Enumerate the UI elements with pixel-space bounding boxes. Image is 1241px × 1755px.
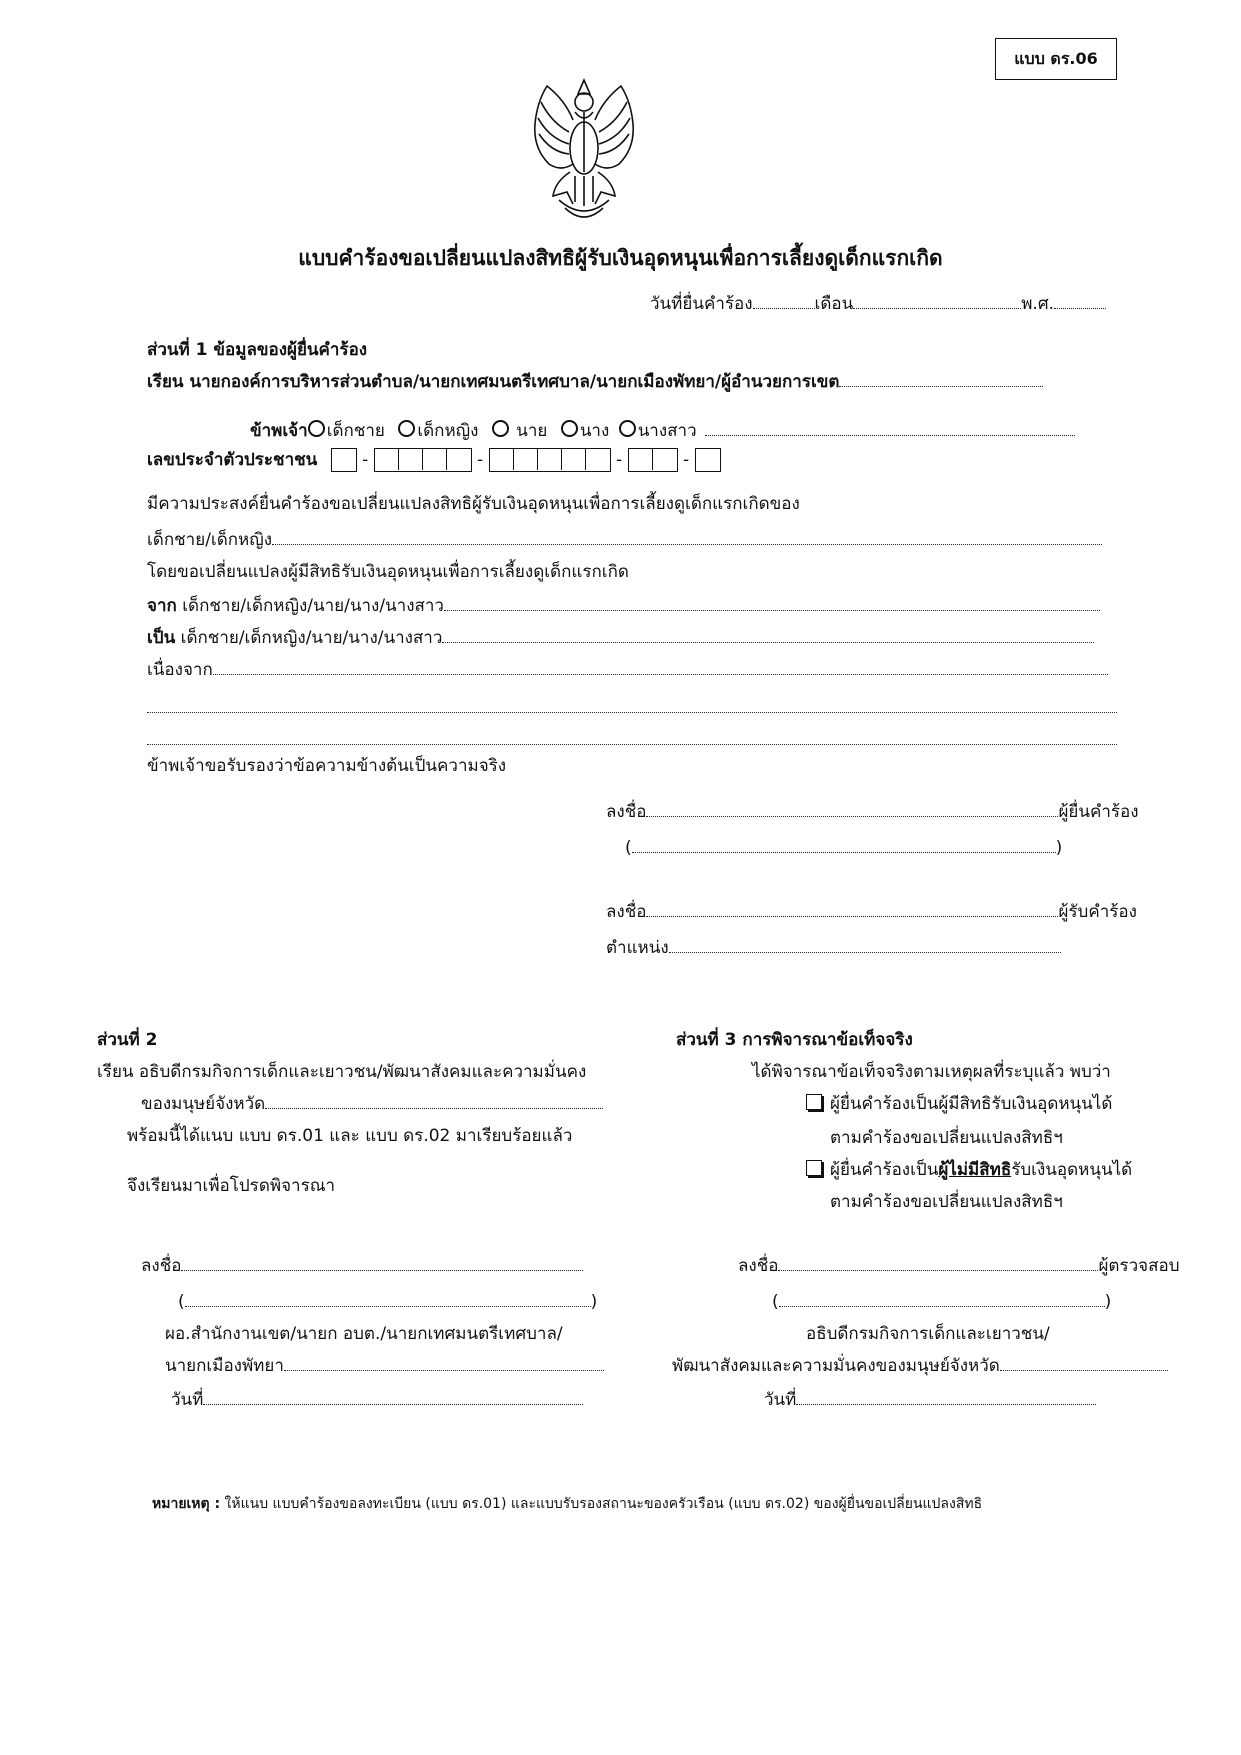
eligible-label: ผู้ยื่นคำร้องเป็นผู้มีสิทธิรับเงินอุดหนุนได้ xyxy=(830,1094,1113,1114)
title-mrs: นาง xyxy=(579,421,610,441)
because-line-2 xyxy=(147,698,1117,718)
title-mr: นาย xyxy=(510,421,548,441)
child-label: เด็กชาย/เด็กหญิง xyxy=(147,530,273,550)
paren-open: ( xyxy=(178,1292,185,1312)
part2-request: จึงเรียนมาเพื่อโปรดพิจารณา xyxy=(127,1176,336,1196)
year-label: พ.ศ. xyxy=(1021,294,1055,314)
receiver-position-field[interactable] xyxy=(669,951,1061,953)
part3-sign-line xyxy=(738,1256,1179,1276)
inspector-sign-field[interactable] xyxy=(778,1269,1098,1271)
id-group-4[interactable] xyxy=(628,448,678,472)
not-eligible-checkbox[interactable] xyxy=(806,1160,822,1176)
part3-province-field[interactable] xyxy=(1000,1369,1168,1371)
date-label: วันที่ xyxy=(171,1390,204,1410)
change-text: โดยขอเปลี่ยนแปลงผู้มีสิทธิรับเงินอุดหนุนเพื่อการเลี้ยงดูเด็กแรกเกิด xyxy=(147,562,629,582)
month-field[interactable] xyxy=(853,307,1021,309)
because-line xyxy=(147,660,1108,680)
certify-text: ข้าพเจ้าขอรับรองว่าข้อความข้างต้นเป็นความจริง xyxy=(147,756,507,776)
part3-position-2-line xyxy=(672,1356,1168,1376)
sign-label: ลงชื่อ xyxy=(738,1256,779,1276)
position-label: ตำแหน่ง xyxy=(606,938,669,958)
note-text: ให้แนบ แบบคำร้องขอลงทะเบียน (แบบ ดร.01) และแบบรับรองสถานะของครัวเรือน (แบบ ดร.02) ของผู้ยื่นขอเปลี่ยนแปลงสิทธิ xyxy=(220,1496,983,1512)
title-girl: เด็กหญิง xyxy=(417,421,479,441)
id-group-5[interactable] xyxy=(695,448,721,472)
to-title-options: เด็กชาย/เด็กหญิง/นาย/นาง/นางสาว xyxy=(175,628,443,648)
eligible-checkbox[interactable] xyxy=(806,1094,822,1110)
part3-option-1-b: ตามคำร้องขอเปลี่ยนแปลงสิทธิฯ xyxy=(830,1128,1063,1148)
radio-mr[interactable] xyxy=(492,420,509,437)
from-label: จาก xyxy=(147,596,177,616)
not-eligible-emphasis: ผู้ไม่มีสิทธิ xyxy=(938,1160,1012,1180)
applicant-title-line xyxy=(250,420,1075,441)
radio-miss[interactable] xyxy=(619,420,636,437)
province-field[interactable] xyxy=(265,1107,603,1109)
part3-option-2-b: ตามคำร้องขอเปลี่ยนแปลงสิทธิฯ xyxy=(830,1192,1063,1212)
part1-to-line xyxy=(147,372,1043,392)
part3-date-field[interactable] xyxy=(796,1403,1096,1405)
because-field-2[interactable] xyxy=(147,711,1117,713)
part2-name-paren xyxy=(178,1292,597,1312)
part3-date-line xyxy=(764,1390,1096,1410)
part2-position-2-line xyxy=(165,1356,604,1376)
i-label: ข้าพเจ้า xyxy=(250,421,308,441)
paren-close: ) xyxy=(1055,838,1063,858)
radio-girl[interactable] xyxy=(398,420,415,437)
because-field-3[interactable] xyxy=(147,743,1117,745)
from-title-options: เด็กชาย/เด็กหญิง/นาย/นาง/นางสาว xyxy=(176,596,444,616)
because-label: เนื่องจาก xyxy=(147,660,213,680)
title-boy: เด็กชาย xyxy=(326,421,385,441)
receiver-position-line xyxy=(606,938,1061,958)
title-miss: นางสาว xyxy=(637,421,697,441)
part2-sign-line xyxy=(141,1256,583,1276)
applicant-name-paren xyxy=(625,838,1062,858)
form-code-box xyxy=(995,38,1117,80)
paren-open: ( xyxy=(625,838,632,858)
year-field[interactable] xyxy=(1054,307,1106,309)
id-group-3[interactable] xyxy=(489,448,611,472)
from-name-field[interactable] xyxy=(444,609,1100,611)
part2-to-2: ของมนุษย์จังหวัด xyxy=(141,1094,266,1114)
part2-heading: ส่วนที่ 2 xyxy=(97,1030,158,1050)
part3-heading: ส่วนที่ 3 การพิจารณาข้อเท็จจริง xyxy=(676,1030,913,1050)
part3-option-2 xyxy=(806,1160,1132,1180)
radio-boy[interactable] xyxy=(308,420,325,437)
part1-heading: ส่วนที่ 1 ข้อมูลของผู้ยื่นคำร้อง xyxy=(147,340,368,360)
to-label: เป็น xyxy=(147,628,176,648)
paren-open: ( xyxy=(772,1292,779,1312)
because-field[interactable] xyxy=(213,673,1108,675)
purpose-text: มีความประสงค์ยื่นคำร้องขอเปลี่ยนแปลงสิทธิผู้รับเงินอุดหนุนเพื่อการเลี้ยงดูเด็กแรกเกิดของ xyxy=(147,494,800,514)
inspector-label: ผู้ตรวจสอบ xyxy=(1098,1256,1180,1276)
applicant-sign-field[interactable] xyxy=(646,815,1058,817)
id-group-2[interactable] xyxy=(374,448,472,472)
part2-to-2-line xyxy=(141,1094,603,1114)
id-number-line: เลขประจำตัวประชาชน - - - - xyxy=(147,448,721,472)
child-line xyxy=(147,530,1102,550)
footnote xyxy=(152,1496,982,1513)
day-field[interactable] xyxy=(753,307,815,309)
form-code: แบบ ดร.06 xyxy=(1014,49,1098,69)
note-label: หมายเหตุ : xyxy=(152,1496,221,1512)
applicant-printed-name-field[interactable] xyxy=(632,851,1056,853)
filing-date-label: วันที่ยื่นคำร้อง xyxy=(650,294,753,314)
from-line xyxy=(147,596,1100,616)
sign-label: ลงชื่อ xyxy=(141,1256,182,1276)
id-group-1[interactable] xyxy=(331,448,357,472)
part2-position-2: นายกเมืองพัทยา xyxy=(165,1356,284,1376)
month-label: เดือน xyxy=(814,294,854,314)
sign-label: ลงชื่อ xyxy=(606,902,647,922)
date-label: วันที่ xyxy=(764,1390,797,1410)
part2-sign-field[interactable] xyxy=(181,1269,583,1271)
part2-position-1: ผอ.สำนักงานเขต/นายก อบต./นายกเทศมนตรีเทศบาล/ xyxy=(165,1324,563,1344)
district-field[interactable] xyxy=(839,385,1043,387)
part3-position-2: พัฒนาสังคมและความมั่นคงของมนุษย์จังหวัด xyxy=(672,1356,1000,1376)
because-line-3 xyxy=(147,730,1117,750)
part3-name-paren xyxy=(772,1292,1111,1312)
inspector-printed-name-field[interactable] xyxy=(779,1305,1105,1307)
paren-close: ) xyxy=(590,1292,598,1312)
receiver-label: ผู้รับคำร้อง xyxy=(1058,902,1137,922)
part2-date-line xyxy=(171,1390,583,1410)
part3-option-1 xyxy=(806,1094,1112,1114)
part2-city-field[interactable] xyxy=(284,1369,604,1371)
not-eligible-label-1: ผู้ยื่นคำร้องเป็น xyxy=(830,1160,939,1180)
applicant-label: ผู้ยื่นคำร้อง xyxy=(1058,802,1139,822)
part2-date-field[interactable] xyxy=(203,1403,583,1405)
paren-close: ) xyxy=(1104,1292,1112,1312)
part1-to: เรียน นายกองค์การบริหารส่วนตำบล/นายกเทศมนตรีเทศบาล/นายกเมืองพัทยา/ผู้อำนวยการเขต xyxy=(147,372,840,392)
part2-printed-name-field[interactable] xyxy=(185,1305,591,1307)
applicant-sign-line xyxy=(606,802,1139,822)
not-eligible-label-2: รับเงินอุดหนุนได้ xyxy=(1011,1160,1133,1180)
receiver-sign-line xyxy=(606,902,1137,922)
id-label: เลขประจำตัวประชาชน xyxy=(147,450,318,470)
filing-date-line xyxy=(650,294,1106,314)
child-name-field[interactable] xyxy=(272,543,1102,545)
radio-mrs[interactable] xyxy=(561,420,578,437)
receiver-sign-field[interactable] xyxy=(646,915,1058,917)
sign-label: ลงชื่อ xyxy=(606,802,647,822)
part3-intro: ได้พิจารณาข้อเท็จจริงตามเหตุผลที่ระบุแล้ว พบว่า xyxy=(752,1062,1111,1082)
part2-to-1: เรียน อธิบดีกรมกิจการเด็กและเยาวชน/พัฒนาสังคมและความมั่นคง xyxy=(97,1062,587,1082)
part2-attach: พร้อมนี้ได้แนบ แบบ ดร.01 และ แบบ ดร.02 มาเรียบร้อยแล้ว xyxy=(127,1126,573,1146)
form-title: แบบคำร้องขอเปลี่ยนแปลงสิทธิผู้รับเงินอุดหนุนเพื่อการเลี้ยงดูเด็กแรกเกิด xyxy=(298,246,943,270)
to-line xyxy=(147,628,1094,648)
part3-position-1: อธิบดีกรมกิจการเด็กและเยาวชน/ xyxy=(806,1324,1050,1344)
garuda-emblem-icon xyxy=(525,72,643,232)
applicant-name-field[interactable] xyxy=(705,434,1075,436)
to-name-field[interactable] xyxy=(442,641,1094,643)
